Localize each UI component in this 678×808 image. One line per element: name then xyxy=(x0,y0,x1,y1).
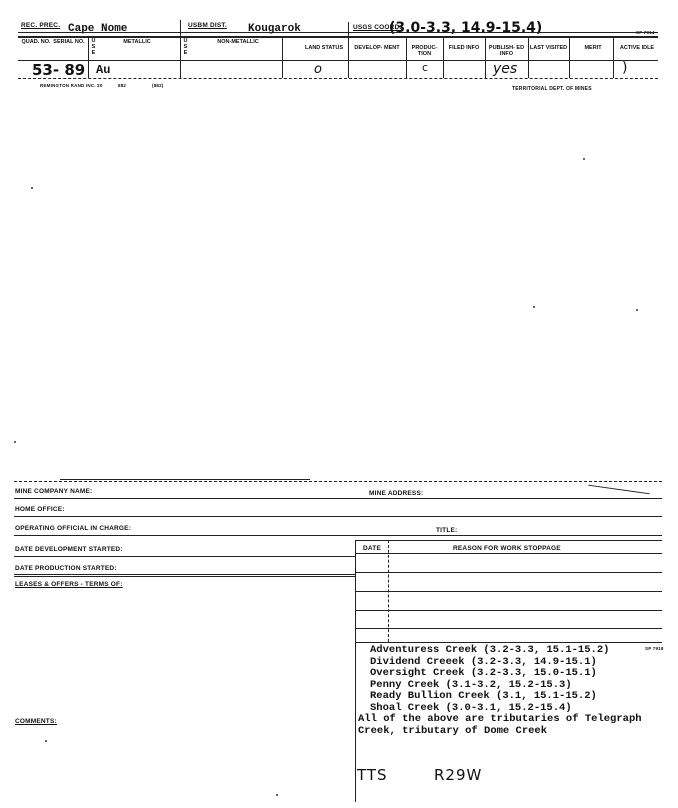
note-line: Creek, tributary of Dome Creek xyxy=(358,724,548,737)
date-development-started-label: DATE DEVELOPMENT STARTED: xyxy=(15,546,123,553)
imprint-code-1: 882 xyxy=(118,83,127,88)
non-metallic-header: NON-METALLIC xyxy=(217,39,259,45)
note-line: Shoal Creek (3.0-3.1, 15.2-15.4) xyxy=(370,701,572,714)
note-line: Adventuress Creek (3.2-3.3, 15.1-15.2) xyxy=(370,644,610,656)
published-info-header: PUBLISH- ED INFO xyxy=(488,45,525,57)
metallic-header: METALLIC xyxy=(123,39,151,45)
note-line: Oversight Creek (3.2-3.3, 15.0-15.1) xyxy=(370,667,597,679)
production-header: PRODUC- TION xyxy=(411,45,438,57)
usbm-dist-value: Kougarok xyxy=(248,23,301,35)
form-code: SP 7914 xyxy=(636,30,655,35)
printer-imprint: REMINGTON RAND INC. 20 xyxy=(40,83,103,88)
home-office-label: HOME OFFICE: xyxy=(15,506,65,513)
date-production-started-label: DATE PRODUCTION STARTED: xyxy=(15,565,117,572)
use-metallic-header: U S E xyxy=(91,38,96,56)
quad-serial-value: 53- 89 xyxy=(32,61,86,79)
production-value: c xyxy=(422,61,429,74)
usbm-dist-label: USBM DIST. xyxy=(188,22,227,29)
last-visited-header: LAST VISITED xyxy=(529,45,568,51)
filed-info-header: FILED INFO xyxy=(448,45,480,51)
note-line: Penny Creek (3.1-3.2, 15.2-15.3) xyxy=(370,678,572,691)
active-idle-header: ACTIVE IDLE xyxy=(619,45,655,51)
usgs-coord-label: USGS COORD. xyxy=(353,24,402,31)
leases-offers-label: LEASES & OFFERS - TERMS OF: xyxy=(15,581,123,588)
land-status-value: o xyxy=(314,62,322,77)
rec-prec-value: Cape Nome xyxy=(68,23,128,35)
merit-header: MERIT xyxy=(584,45,602,51)
note-line: All of the above are tributaries of Telegraph xyxy=(358,713,642,725)
quad-no-header: QUAD. NO. xyxy=(21,39,51,45)
use-non-metallic-header: U S E xyxy=(183,38,188,56)
active-idle-value: ) xyxy=(622,60,628,76)
handwritten-tts: TTS xyxy=(357,766,388,784)
mine-address-label: MINE ADDRESS: xyxy=(369,490,424,497)
mine-company-name-label: MINE COMPANY NAME: xyxy=(15,488,93,495)
usgs-coord-value: (3.0-3.3, 14.9-15.4) xyxy=(389,20,543,36)
notes-summary xyxy=(358,714,642,737)
comments-label: COMMENTS: xyxy=(15,718,57,725)
note-line: Dividend Creeek (3.2-3.3, 14.9-15.1) xyxy=(370,655,597,668)
notes-block xyxy=(370,645,609,714)
dept-imprint: TERRITORIAL DEPT. OF MINES xyxy=(512,86,592,92)
date-column-header: DATE xyxy=(363,545,382,552)
notes-mark: SP 7918 xyxy=(645,646,664,651)
development-header: DEVELOP- MENT xyxy=(354,45,400,51)
land-status-header: LAND STATUS xyxy=(305,45,343,51)
title-label: TITLE: xyxy=(436,527,458,534)
note-line: Ready Bullion Creek (3.1, 15.1-15.2) xyxy=(370,690,597,702)
serial-no-header: SERIAL NO. xyxy=(53,39,85,45)
rec-prec-label: REC. PREC. xyxy=(21,22,61,29)
reason-column-header: REASON FOR WORK STOPPAGE xyxy=(453,545,561,552)
operating-official-label: OPERATING OFFICIAL IN CHARGE: xyxy=(15,525,132,532)
imprint-code-2: (882) xyxy=(152,83,164,88)
metallic-value: Au xyxy=(96,63,111,77)
published-info-value: yes xyxy=(493,61,518,77)
handwritten-range: R29W xyxy=(434,766,483,784)
